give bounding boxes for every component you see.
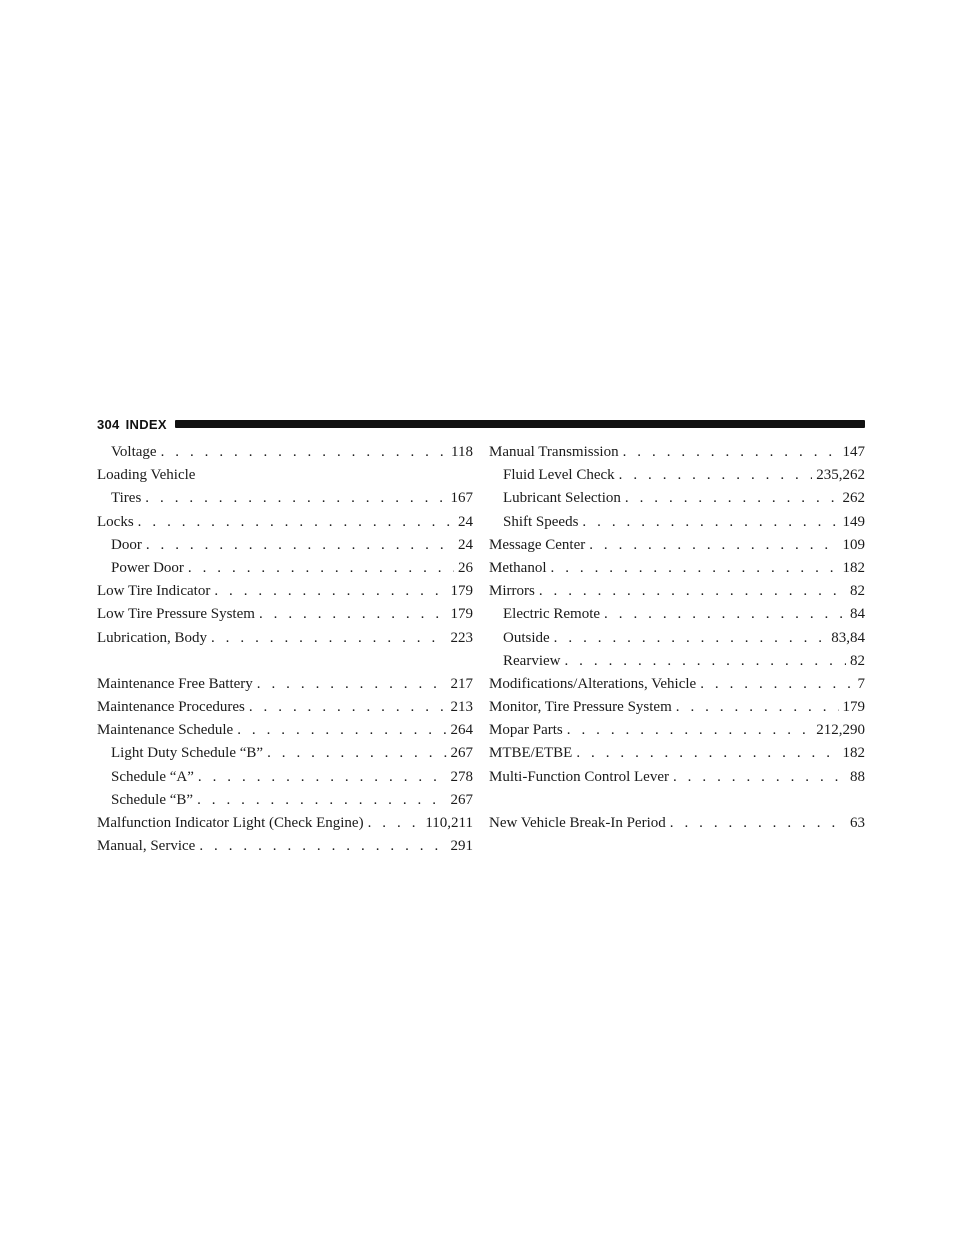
- dot-leader: [368, 812, 422, 835]
- index-entry-pages: 147: [842, 444, 865, 460]
- index-subentry: [489, 650, 865, 673]
- index-entry: [97, 511, 473, 534]
- header-rule: [175, 420, 865, 428]
- index-entry-label: Rearview: [503, 652, 561, 669]
- index-entry-pages: 26: [458, 559, 473, 576]
- index-entry: [97, 464, 473, 487]
- index-entry: [489, 580, 865, 603]
- index-entry-pages: 217: [450, 675, 473, 692]
- index-entry-pages: 149: [842, 513, 865, 530]
- index-entry-label: Multi-Function Control Lever: [489, 768, 669, 785]
- index-entry-pages: 167: [450, 490, 473, 507]
- index-entry-label: Door: [111, 536, 142, 553]
- section-title: INDEX: [125, 416, 167, 432]
- index-entry-pages: 63: [850, 815, 865, 831]
- index-entry-pages: 24: [458, 536, 473, 553]
- index-entry: [97, 603, 473, 626]
- index-subentry: [97, 534, 473, 557]
- dot-leader: [564, 650, 846, 673]
- dot-leader: [576, 742, 838, 765]
- dot-leader: [199, 835, 446, 858]
- index-entry-label: Lubrication, Body: [97, 629, 207, 646]
- index-entry-pages: 109: [842, 536, 865, 553]
- index-entry-pages: 118: [451, 444, 473, 460]
- index-subentry: [97, 557, 473, 580]
- index-entry-label: Power Door: [111, 559, 184, 576]
- index-entry-label: Maintenance Free Battery: [97, 675, 253, 692]
- index-entry-pages: 82: [850, 652, 865, 669]
- index-entry-label: Outside: [503, 629, 550, 646]
- index-entry-label: Methanol: [489, 559, 547, 576]
- index-entry: [489, 673, 865, 696]
- index-entry-label: Mopar Parts: [489, 722, 563, 739]
- index-entry-pages: 291: [450, 838, 473, 855]
- index-entry-label: Manual Transmission: [489, 444, 619, 460]
- index-entry: [489, 766, 865, 789]
- index-entry-label: Schedule “B”: [111, 791, 194, 808]
- index-entry-pages: 264: [450, 722, 473, 739]
- dot-leader: [604, 603, 846, 626]
- index-entry-pages: 212,290: [816, 722, 865, 739]
- index-spacer: [97, 650, 473, 673]
- index-subentry: [97, 766, 473, 789]
- index-entry: [489, 534, 865, 557]
- index-entry-label: Manual, Service: [97, 838, 196, 855]
- dot-leader: [188, 557, 454, 580]
- index-entry: [489, 696, 865, 719]
- index-subentry: [97, 487, 473, 510]
- dot-leader: [211, 627, 447, 650]
- index-entry-label: Maintenance Schedule: [97, 722, 234, 739]
- dot-leader: [161, 441, 447, 464]
- page-header: [97, 415, 865, 433]
- dot-leader: [700, 673, 853, 696]
- index-entry-label: New Vehicle Break-In Period: [489, 815, 666, 831]
- page-number: 304: [97, 416, 120, 432]
- dot-leader: [554, 627, 828, 650]
- index-subentry: [489, 487, 865, 510]
- index-entry-label: Maintenance Procedures: [97, 699, 245, 716]
- index-entry-pages: 179: [842, 699, 865, 716]
- index-subentry: [489, 511, 865, 534]
- index-entry: [489, 557, 865, 580]
- index-entry: [97, 673, 473, 696]
- index-entry-label: Shift Speeds: [503, 513, 579, 530]
- index-entry-pages: 182: [842, 559, 865, 576]
- index-entry-label: Monitor, Tire Pressure System: [489, 699, 672, 716]
- index-entry: [97, 580, 473, 603]
- index-column-left: [97, 441, 473, 858]
- index-entry-pages: 278: [450, 768, 473, 785]
- dot-leader: [257, 673, 447, 696]
- index-entry-pages: 213: [450, 699, 473, 716]
- dot-leader: [539, 580, 846, 603]
- dot-leader: [267, 742, 446, 765]
- index-entry-pages: 267: [450, 791, 473, 808]
- index-entry: [97, 812, 473, 835]
- index-entry-label: Low Tire Pressure System: [97, 606, 255, 623]
- dot-leader: [589, 534, 838, 557]
- index-entry-pages: 83,84: [831, 629, 865, 646]
- index-entry: [489, 719, 865, 742]
- index-entry-label: Voltage: [111, 444, 157, 460]
- dot-leader: [670, 812, 846, 835]
- index-subentry: [97, 742, 473, 765]
- index-entry-pages: 267: [450, 745, 473, 762]
- index-entry-label: Light Duty Schedule “B”: [111, 745, 264, 762]
- dot-leader: [676, 696, 839, 719]
- index-entry: [489, 441, 865, 464]
- index-entry: [97, 627, 473, 650]
- index-entry-pages: 110,211: [425, 815, 473, 831]
- index-entry-pages: 84: [850, 606, 865, 623]
- index-subentry: [489, 464, 865, 487]
- dot-leader: [567, 719, 813, 742]
- index-entry-label: Loading Vehicle: [97, 467, 196, 484]
- index-entry-label: Mirrors: [489, 583, 535, 600]
- index-entry-pages: 7: [857, 675, 865, 692]
- index-spacer: [489, 789, 865, 812]
- index-entry-label: Locks: [97, 513, 134, 530]
- index-column-right: [489, 441, 865, 835]
- dot-leader: [145, 487, 446, 510]
- index-entry-label: MTBE/ETBE: [489, 745, 573, 762]
- index-entry: [97, 696, 473, 719]
- index-entry-pages: 182: [842, 745, 865, 762]
- index-entry-label: Malfunction Indicator Light (Check Engine): [97, 815, 364, 831]
- dot-leader: [582, 511, 838, 534]
- index-entry-pages: 179: [450, 606, 473, 623]
- index-entry: [489, 742, 865, 765]
- dot-leader: [551, 557, 839, 580]
- dot-leader: [625, 487, 839, 510]
- index-entry-label: Schedule “A”: [111, 768, 194, 785]
- index-entry-pages: 24: [458, 513, 473, 530]
- dot-leader: [237, 719, 446, 742]
- index-subentry: [489, 627, 865, 650]
- index-subentry: [97, 789, 473, 812]
- dot-leader: [214, 580, 446, 603]
- index-entry-pages: 223: [450, 629, 473, 646]
- dot-leader: [249, 696, 447, 719]
- index-subentry: [97, 441, 473, 464]
- index-entry-label: Low Tire Indicator: [97, 583, 211, 600]
- index-entry: [97, 835, 473, 858]
- dot-leader: [138, 511, 454, 534]
- dot-leader: [619, 464, 813, 487]
- index-entry-label: Message Center: [489, 536, 586, 553]
- index-entry-label: Tires: [111, 490, 142, 507]
- index-entry: [489, 812, 865, 835]
- index-subentry: [489, 603, 865, 626]
- index-entry-pages: 235,262: [816, 467, 865, 484]
- index-entry-label: Modifications/Alterations, Vehicle: [489, 675, 697, 692]
- dot-leader: [673, 766, 846, 789]
- dot-leader: [623, 441, 839, 464]
- index-entry: [97, 719, 473, 742]
- index-entry-label: Lubricant Selection: [503, 490, 621, 507]
- index-entry-pages: 262: [842, 490, 865, 507]
- index-entry-label: Fluid Level Check: [503, 467, 615, 484]
- index-entry-pages: 179: [450, 583, 473, 600]
- dot-leader: [146, 534, 454, 557]
- index-entry-label: Electric Remote: [503, 606, 601, 623]
- dot-leader: [259, 603, 447, 626]
- index-entry-pages: 88: [850, 768, 865, 785]
- dot-leader: [197, 789, 446, 812]
- index-entry-pages: 82: [850, 583, 865, 600]
- dot-leader: [198, 766, 447, 789]
